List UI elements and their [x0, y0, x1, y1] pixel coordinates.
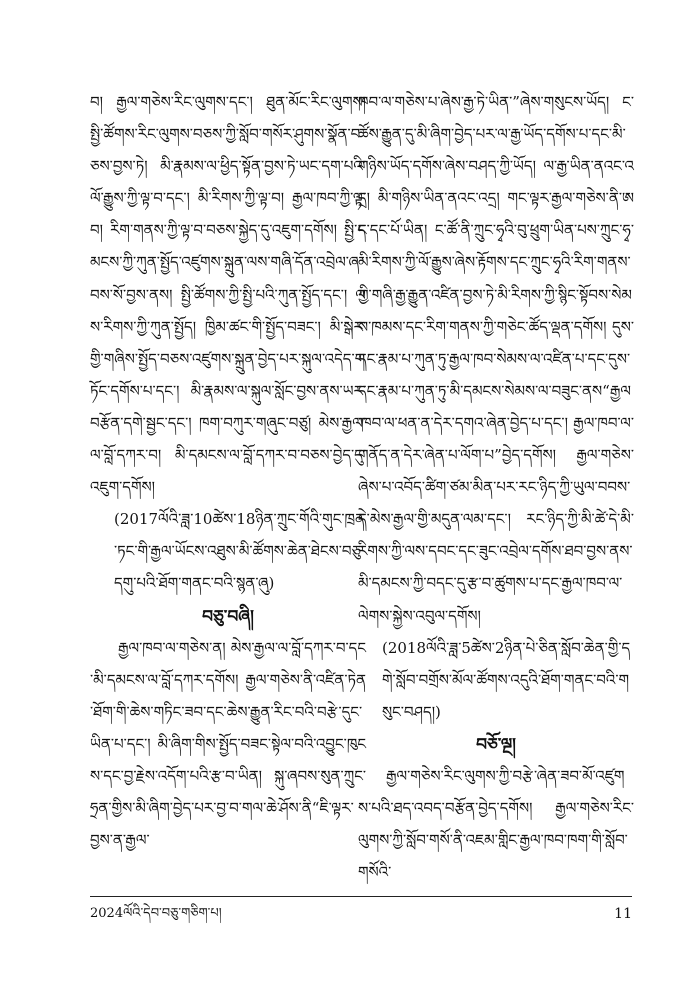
section-heading-fourteen: བཅུ་བཞི།	[202, 606, 254, 627]
left-column	[90, 86, 366, 856]
body-paragraph: བ། རྒྱལ་གཅེས་རིང་ལུགས་དང་། ཐུན་མོང་རིང་ལུགས། སྤྱི་ཚོགས་རིང་ལུགས་བཅས་ཀྱི་སློབ་གསོར་ཤུགས་སྣོན་བཅས་བྱས་ཏེ། མི་རྣམས་ལ་ཕྱིད་སྟོན་བྱས་ཏེ་ཡང་དག་པའི་ལོ་རྒྱུས་ཀྱི་ལྟ་བ་དང་། མི་རིགས་ཀྱི་ལྟ་བ། རྒྱལ་ཁབ་ཀྱི་ལྟ་བ། རིག་གནས་ཀྱི་ལྟ་བ་བཅས་སྐྱེད་དུ་འཇུག་དགོས། སྤྱི་དམངས་ཀྱི་ཀུན་སྤྱོད་འཛུགས་སྐྲུན་ལས་གཞི་དོན་འབྲེལ་ཞབས་སོ་བྱས་ནས། སྤྱི་ཚོགས་ཀྱི་སྤྱི་པའི་ཀུན་སྤྱོད་དང་། ལས་རིགས་ཀྱི་ཀུན་སྤྱོད། ཁྱིམ་ཚང་གི་སྤྱོད་བཟང་། མི་སྒེར་གྱི་གཞིས་སྤྱོད་བཅས་འཛུགས་སྐྲུན་བྱེད་པར་སྐུལ་འདེད་གཏོང་དགོས་པ་དང་། མི་རྣམས་ལ་སྐུལ་སློང་བྱས་ནས་ཡར་བརྩོན་དགེ་སྦྱང་དང་། ཁག་བཀུར་གཞུང་བཙུ། མེས་རྒྱལ་ལ་བློ་དཀར་བ། མི་དམངས་ལ་བློ་དཀར་བ་བཅས་བྱེད་དུ་འཇུག་དགོས།	[90, 93, 366, 497]
footer-divider	[90, 896, 632, 897]
page-number: 11	[614, 906, 632, 922]
source-caption: (2018ལོའི་ཟླ་5ཚེས་2ཉིན་པེ་ཅིན་སློབ་ཆེན་གྱི་དགེ་སློབ་བགྲོས་མོལ་ཚོགས་འདུའི་ཐོག་གནང་བའི་གསུང་བཤད།)	[382, 638, 631, 721]
body-paragraph: རྒྱལ་ཁབ་ལ་གཅེས་ན། མེས་རྒྱལ་ལ་བློ་དཀར་བ་དང་མི་དམངས་ལ་བློ་དཀར་དགོས། རྒྱལ་གཅེས་ནི་འཛིན་ཏེན་ཐོག་གི་ཆེས་གཏིང་ཟབ་དང་ཆེས་རྒྱུན་རིང་བའི་བརྩེ་དུང་ཡིན་པ་དང་། མི་ཞིག་གིས་སྤྱོད་བཟང་སྟེལ་བའི་འབྱུང་ཁུངས་དང་བྱ་རྗེས་འདོག་པའི་རྩ་བ་ཡིན། སྐུ་ཞབས་སུན་ཀྲུང་ཧྲན་གྱིས་མི་ཞིག་བྱེད་པར་བྱ་བ་གལ་ཆེ་ཤོས་ནི“ཇི་ལྟར་བྱས་ན་རྒྱལ་	[90, 638, 366, 850]
footer-journal-issue: 2024ལོའི་དེབ་བཅུ་གཅིག་པ།	[90, 906, 222, 921]
body-paragraph: རྒྱལ་གཅེས་རིང་ལུགས་ཀྱི་བརྩེ་ཞེན་ཟབ་མོ་འཛུགས་པའི་ཐད་འབད་བརྩོན་བྱེད་དགོས། རྒྱལ་གཅེས་རིང་ལུགས་ཀྱི་སློབ་གསོ་ནི་འཇམ་གླིང་རྒྱལ་ཁབ་ཁག་གི་སློབ་གསོའི་	[358, 766, 634, 882]
source-caption: (2017ལོའི་ཟླ་10ཚེས་18ཉིན་ཀྲུང་གོའི་གུང་ཁྲན་ཏང་གི་རྒྱལ་ཡོངས་འཐུས་མི་ཚོགས་ཆེན་ཐེངས་བཅུ་དགུ་པའི་ཐོག་གནང་བའི་སྙན་ཞུ)	[114, 510, 366, 593]
right-column	[358, 86, 634, 888]
section-heading-fifteen: བཅོ་ལྔ།	[476, 734, 516, 755]
body-paragraph: ཁབ་ལ་གཅེས་པ་ཞེས་རྒྱ་ཏེ་ཡིན་”ཞེས་གསུངས་ཡོད། ང་ཚོས་རྒྱུན་དུ་མི་ཞིག་བྱེད་པར་ལ་རྒྱ་ཡོད་དགོས་པ་དང་མི་གཉིས་ཡོད་དགོས་ཞེས་བཤད་ཀྱི་ཡོད། ལ་རྒྱ་ཡིན་ནའང་འདྲ། མི་གཉིས་ཡིན་ནའང་འདྲ། གང་ལྟར་རྒྱལ་གཅེས་ནི་ཨང་དང་པོ་ཡིན། ང་ཚོ་ནི་ཀྲུང་ཧྭའི་བུ་ཕྲུག་ཡིན་པས་ཀྲུང་ཧྭ་མི་རིགས་ཀྱི་ལོ་རྒྱུས་ཞེས་རྟོགས་དང་ཀྲུང་ཧྭའི་རིག་གནས་ཀྱི་གཞི་རྒྱ་རྒྱུན་འཛིན་བྱས་ཏེ་མི་རིགས་ཀྱི་སྙིང་སྟོབས་སེམས་ཁམས་དང་རིག་གནས་ཀྱི་གཅེང་ཚོད་ལྡན་དགོས། དུས་དང་རྣམ་པ་ཀུན་ཏུ་རྒྱལ་ཁབ་སེམས་ལ་འཛིན་པ་དང་དུས་དང་རྣམ་པ་ཀུན་ཏུ་མི་དམངས་སེམས་ལ་བཟུང་ནས“རྒྱལ་ཁབ་ལ་ཕན་ན་དེར་དགའ་ཞེན་བྱེད་པ་དང་། རྒྱལ་ཁབ་ལ་གནོད་ན་དེར་ཞེན་པ་ལོག་པ”བྱེད་དགོས། རྒྱལ་གཅེས་ཞེས་པ་འབོད་ཚིག་ཙམ་མིན་པར་རང་ཉིད་ཀྱི་ཡུལ་བབས་དེ་མེས་རྒྱལ་གྱི་མདུན་ལམ་དང་། རང་ཉིད་ཀྱི་མི་ཚེ་དེ་མི་རིགས་ཀྱི་ལས་དབང་དང་ཟུང་འབྲེལ་དགོས་ཐབ་བྱས་ནས་མི་དམངས་ཀྱི་བདང་དུ་རྩ་བ་ཚུགས་པ་དང་རྒྱལ་ཁབ་ལ་ལེགས་སྐྱེས་འབུལ་དགོས།	[358, 93, 634, 625]
